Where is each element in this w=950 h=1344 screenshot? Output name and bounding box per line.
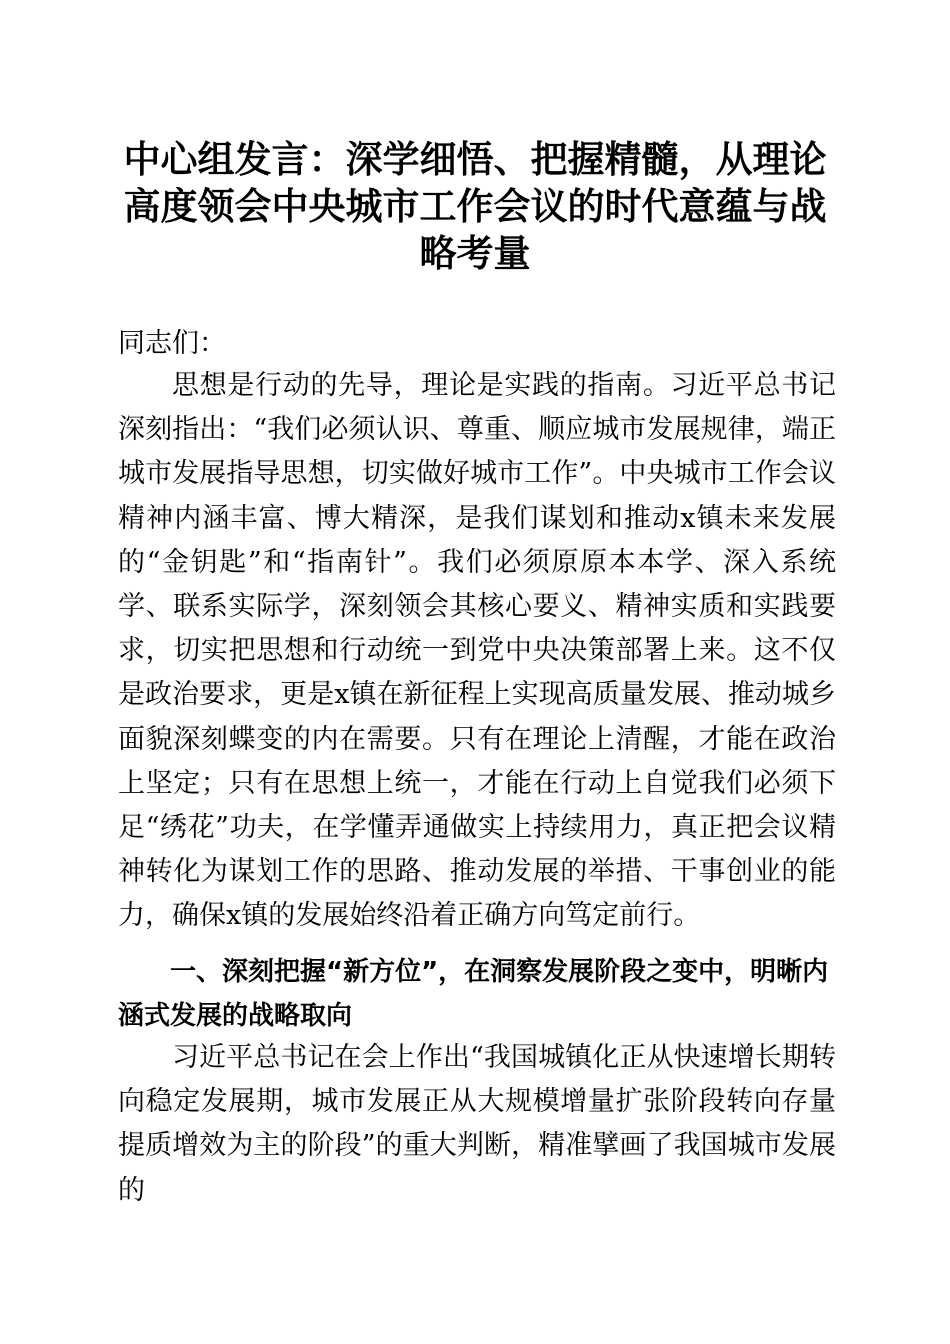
- body-paragraph: 思想是行动的先导，理论是实践的指南。习近平总书记深刻指出：“我们必须认识、尊重、顺应城市发展规律，端正城市发展指导思想，切实做好城市工作”。中央城市工作会议精神内涵丰富、博大精深，是我们谋划和推动x镇未来发展的“金钥匙”和“指南针”。我们必须原原本本学、深入系统学、联系实际学，深刻领会其核心要义、精神实质和实践要求，切实把思想和行动统一到党中央决策部署上来。这不仅是政治要求，更是x镇在新征程上实现高质量发展、推动城乡面貌深刻蝶变的内在需要。只有在理论上清醒，才能在政治上坚定；只有在思想上统一，才能在行动上自觉我们必须下足“绣花”功夫，在学懂弄通做实上持续用力，真正把会议精神转化为谋划工作的思路、推动发展的举措、干事创业的能力，确保x镇的发展始终沿着正确方向笃定前行。: [118, 370, 836, 932]
- salutation: 同志们：: [118, 328, 226, 359]
- section-heading: 一、深刻把握“新方位”，在洞察发展阶段之变中，明晰内涵式发展的战略取向: [118, 957, 829, 1031]
- document-title: 中心组发言：深学细悟、把握精髓，从理论高度领会中央城市工作会议的时代意蕴与战略考量: [123, 137, 827, 275]
- section-paragraph: 习近平总书记在会上作出“我国城镇化正从快速增长期转向稳定发展期，城市发展正从大规模增量扩张阶段转向存量提质增效为主的阶段”的重大判断，精准擘画了我国城市发展的: [118, 1042, 836, 1206]
